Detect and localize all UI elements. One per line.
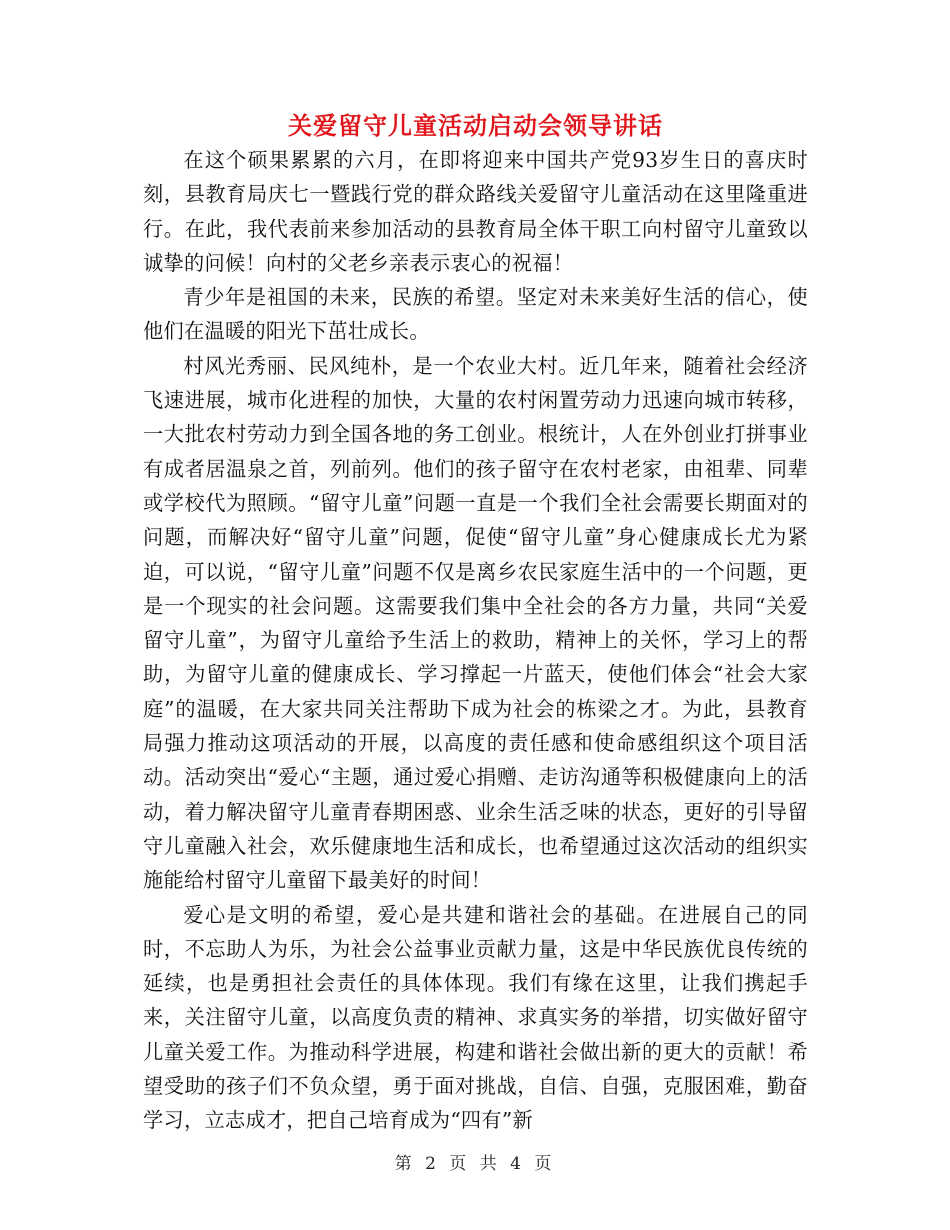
paragraph-3: 村风光秀丽、民风纯朴，是一个农业大村。近几年来，随着社会经济飞速进展，城市化进程的加快，大量的农村闲置劳动力迅速向城市转移，一大批农村劳动力到全国各地的务工创业。根统计，人在外创业打拼事业有成者居温泉之首，列前列。他们的孩子留守在农村老家，由祖辈、同辈或学校代为照顾。“留守儿童”问题一直是一个我们全社会需要长期面对的问题，而解决好“留守儿童”问题，促使“留守儿童”身心健康成长尤为紧迫，可以说，“留守儿童”问题不仅是离乡农民家庭生活中的一个问题，更是一个现实的社会问题。这需要我们集中全社会的各方力量，共同“关爱留守儿童”，为留守儿童给予生活上的救助，精神上的关怀，学习上的帮助，为留守儿童的健康成长、学习撑起一片蓝天，使他们体会“社会大家庭”的温暖，在大家共同关注帮助下成为社会的栋梁之才。为此，县教育局强力推动这项活动的开展，以高度的责任感和使命感组织这个项目活动。活动突出“爱心“主题，通过爱心捐赠、走访沟通等积极健康向上的活动，着力解决留守儿童青春期困惑、业余生活乏味的状态，更好的引导留守儿童融入社会，欢乐健康地生活和成长，也希望通过这次活动的组织实施能给村留守儿童留下最美好的时间！	[143, 353, 808, 893]
document-title: 关爱留守儿童活动启动会领导讲话	[288, 111, 663, 140]
paragraph-2: 青少年是祖国的未来，民族的希望。坚定对未来美好生活的信心，使他们在温暖的阳光下茁壮成长。	[143, 285, 808, 344]
document-body	[143, 143, 808, 1138]
paragraph-1: 在这个硕果累累的六月，在即将迎来中国共产党93岁生日的喜庆时刻，县教育局庆七一暨践行党的群众路线关爱留守儿童活动在这里隆重进行。在此，我代表前来参加活动的县教育局全体干职工向村留守儿童致以诚挚的问候！向村的父老乡亲表示衷心的祝福！	[143, 148, 808, 275]
page-number-footer: 第 2 页 共 4 页	[394, 1154, 556, 1174]
paragraph-4: 爱心是文明的希望，爱心是共建和谐社会的基础。在进展自己的同时，不忘助人为乐，为社会公益事业贡献力量，这是中华民族优良传统的延续，也是勇担社会责任的具体体现。我们有缘在这里，让我们携起手来，关注留守儿童，以高度负责的精神、求真实务的举措，切实做好留守儿童关爱工作。为推动科学进展，构建和谐社会做出新的更大的贡献！希望受助的孩子们不负众望，勇于面对挑战，自信、自强，克服困难，勤奋学习，立志成才，把自己培育成为“四有”新	[143, 902, 808, 1133]
